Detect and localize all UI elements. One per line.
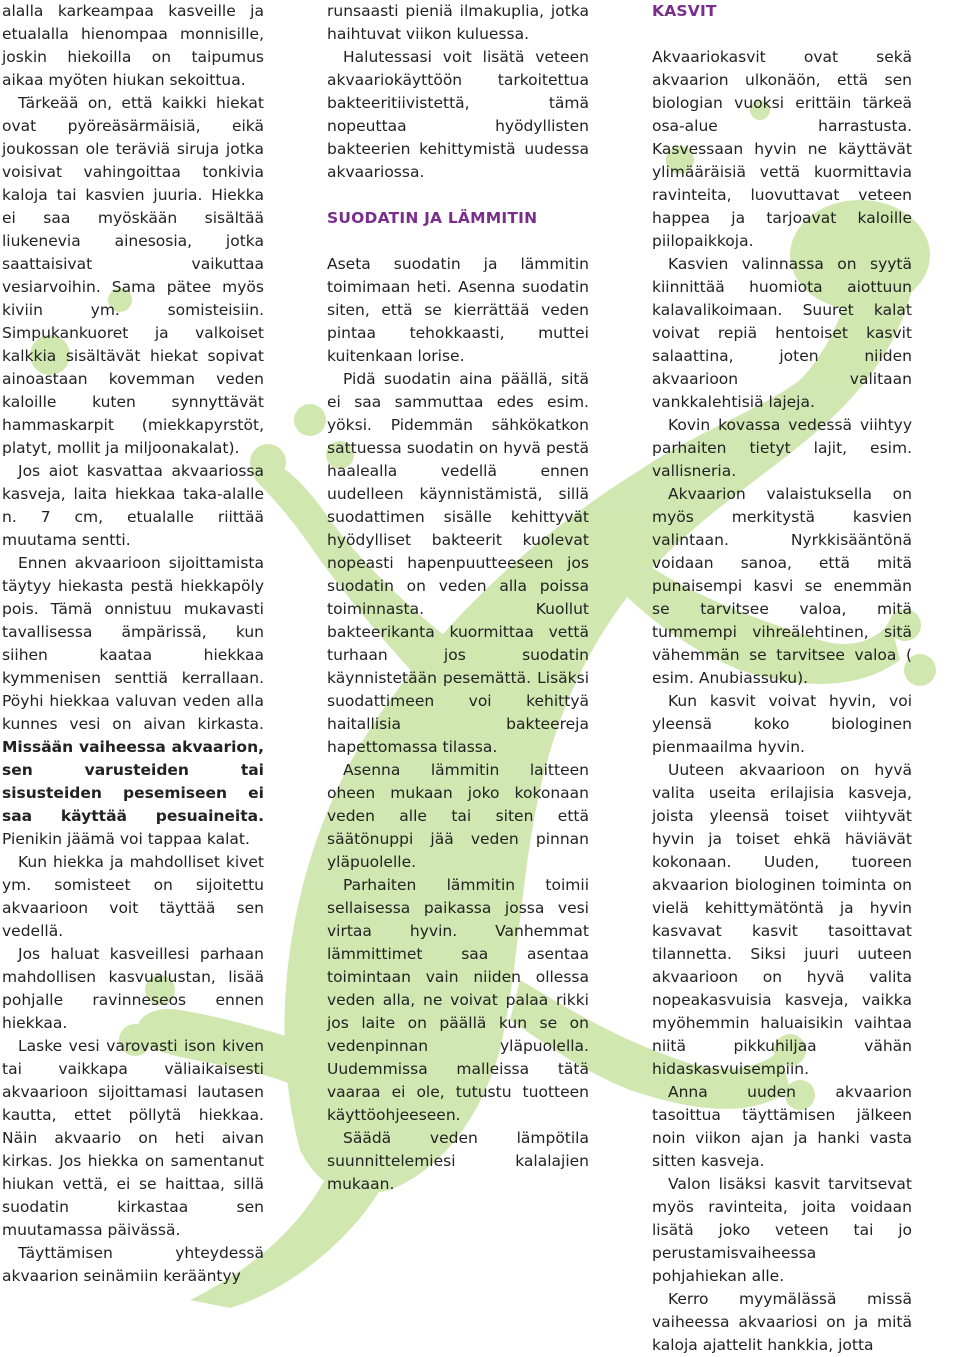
paragraph: Anna uuden akvaarion tasoittua täyttämisen jälkeen noin viikon ajan ja hanki vasta sitten kasveja.: [652, 1083, 912, 1170]
paragraph-text: Ennen akvaarioon sijoittamista täytyy hiekasta pestä hiekkapöly pois. Tämä onnistuu mukavasti tavallisessa ämpärissä, kun siihen kaataa hiekkaa kymmenisen senttiä kerrallaan. Pöyhi hiekkaa valuvan veden alla kunnes vesi on aivan kirkasta.: [2, 554, 264, 733]
paragraph: Halutessasi voit lisätä veteen akvaariokäyttöön tarkoitettua bakteeritiivistettä, tämä nopeuttaa hyödyllisten bakteerien kehittymistä uudessa akvaariossa.: [327, 48, 589, 181]
paragraph: Jos haluat kasveillesi parhaan mahdollisen kasvualustan, lisää pohjalle ravinneseos ennen hiekkaa.: [2, 945, 264, 1032]
column-2: [327, 0, 589, 1196]
paragraph: Parhaiten lämmitin toimii sellaisessa paikassa jossa vesi virtaa hyvin. Vanhemmat lämmittimet saa asentaa toimintaan vain niiden ollessa veden alla, ne voivat palaa rikki jos laite on päällä kun se on vedenpinnan yläpuolella. Uudemmissa malleissa tätä vaaraa ei ole, tutustu tuotteen käyttöohjeeseen.: [327, 876, 589, 1124]
column-1: [2, 0, 264, 1288]
paragraph: Kerro myymälässä missä vaiheessa akvaariosi on ja mitä kaloja ajattelit hankkia, jotta: [652, 1290, 912, 1354]
paragraph: Pidä suodatin aina päällä, sitä ei saa sammuttaa edes esim. yöksi. Pidemmän sähkökatkon sattuessa suodatin on hyvä pestä haalealla vedellä ennen uudelleen käynnistämistä, sillä suodattimen sisälle kehittyvät hyödylliset bakteerit kuolevat nopeasti hapenpuutteeseen jos suodatin on veden alla poissa toiminnasta. Kuollut bakteerikanta kuormittaa vettä turhaan jos suodatin käynnistetään pesemättä. Lisäksi suodattimeen voi kehittyä haitallisia bakteereja hapettomassa tilassa.: [327, 370, 589, 756]
paragraph: Akvaarion valaistuksella on myös merkitystä kasvien valintaan. Nyrkkisääntönä voidaan sanoa, että mitä punaisempi kasvi se enemmän se tarvitsee valoa, mitä tummempi vihreälehtinen, sitä vähemmän se tarvitsee valoa ( esim. Anubiassuku).: [652, 485, 912, 687]
paragraph-text: Pienikin jäämä voi tappaa kalat.: [2, 830, 250, 848]
paragraph: Uuteen akvaarioon on hyvä valita useita erilajisia kasveja, joista yleensä toiset viihtyvät hyvin ja toiset ehkä häviävät kokonaan. Uuden, tuoreen akvaarion biologinen toiminta on vielä kehittymätöntä ja hyvin kasvavat kasvit tasoittavat tilannetta. Siksi juuri uuteen akvaarioon on hyvä valita nopeakasvuisia kasveja, vaikka myöhemmin haluaisikin vaihtaa niitä pikkuhiljaa vähän hidaskasvuisempiin.: [652, 761, 912, 1078]
paragraph: Tärkeää on, että kaikki hiekat ovat pyöreäsärmäisiä, eikä joukossan ole teräviä siruja jotka voisivat vahingoittaa tonkivia kaloja tai kasvien juuria. Hiekka ei saa myöskään sisältää liukenevia ainesosia, jotka saattaisivat vaikuttaa vesiarvoihin. Sama pätee myös kiviin ym. somisteisiin. Simpukankuoret ja valkoiset kalkkia sisältävät hiekat sopivat ainoastaan kovemman veden kaloille kuten synnyttävät hammaskarpit (miekkapyrstöt, platyt, mollit ja miljoonakalat).: [2, 94, 264, 457]
paragraph: Kovin kovassa vedessä viihtyy parhaiten tietyt lajit, esim. vallisneria.: [652, 416, 912, 480]
paragraph: runsaasti pieniä ilmakuplia, jotka haihtuvat viikon kuluessa.: [327, 2, 589, 43]
section-heading: KASVIT: [652, 2, 717, 20]
paragraph: Aseta suodatin ja lämmitin toimimaan heti. Asenna suodatin siten, että se kierrättää veden pintaa tehokkaasti, muttei kuitenkaan lorise.: [327, 255, 589, 365]
paragraph: Kun hiekka ja mahdolliset kivet ym. somisteet on sijoitettu akvaarioon voit täyttää sen vedellä.: [2, 853, 264, 940]
paragraph: alalla karkeampaa kasveille ja etualalla hienompaa monnisille, joskin hiekoilla on taipumus aikaa myöten hiukan sekoittua.: [2, 2, 264, 89]
paragraph: Valon lisäksi kasvit tarvitsevat myös ravinteita, joita voidaan lisätä joko veteen tai jo perustamisvaiheessa pohjahiekan alle.: [652, 1175, 912, 1285]
paragraph: Jos aiot kasvattaa akvaariossa kasveja, laita hiekkaa taka-alalle n. 7 cm, etualalle riittää muutama sentti.: [2, 462, 264, 549]
paragraph: Kun kasvit voivat hyvin, voi yleensä koko biologinen pienmaailma hyvin.: [652, 692, 912, 756]
paragraph: Kasvien valinnassa on syytä kiinnittää huomiota aiottuun kalavalikoimaan. Suuret kalat voivat repiä hentoiset kasvit salaattina, joten niiden akvaarioon valitaan vankkalehtisiä lajeja.: [652, 255, 912, 411]
section-heading: SUODATIN JA LÄMMITIN: [327, 209, 538, 227]
paragraph: Asenna lämmitin laitteen oheen mukaan joko kokonaan veden alle tai siten että säätönuppi jää veden pinnan yläpuolelle.: [327, 761, 589, 871]
paragraph: Akvaariokasvit ovat sekä akvaarion ulkonäön, että sen biologian vuoksi erittäin tärkeä osa-alue harrastusta. Kasvessaan hyvin ne käyttävät ylimääräisiä vettä kuormittavia ravinteita, luovuttavat veteen happea ja tarjoavat kaloille piilopaikkoja.: [652, 48, 912, 250]
column-3: [652, 0, 912, 1357]
paragraph: Säädä veden lämpötila suunnittelemiesi kalalajien mukaan.: [327, 1129, 589, 1193]
paragraph: [2, 552, 264, 851]
warning-text: Missään vaiheessa akvaarion, sen varusteiden tai sisusteiden pesemiseen ei saa käyttää pesuaineita.: [2, 738, 264, 825]
paragraph: Täyttämisen yhteydessä akvaarion seinämiin kerääntyy: [2, 1244, 264, 1285]
paragraph: Laske vesi varovasti ison kiven tai vaikkapa väliaikaisesti akvaarioon sijoittamasi lautasen kautta, ettet pöllytä hiekkaa. Näin akvaario on heti aivan kirkas. Jos hiekka on samentanut hiukan vettä, ei se haittaa, sillä suodatin kirkastaa sen muutamassa päivässä.: [2, 1037, 264, 1239]
